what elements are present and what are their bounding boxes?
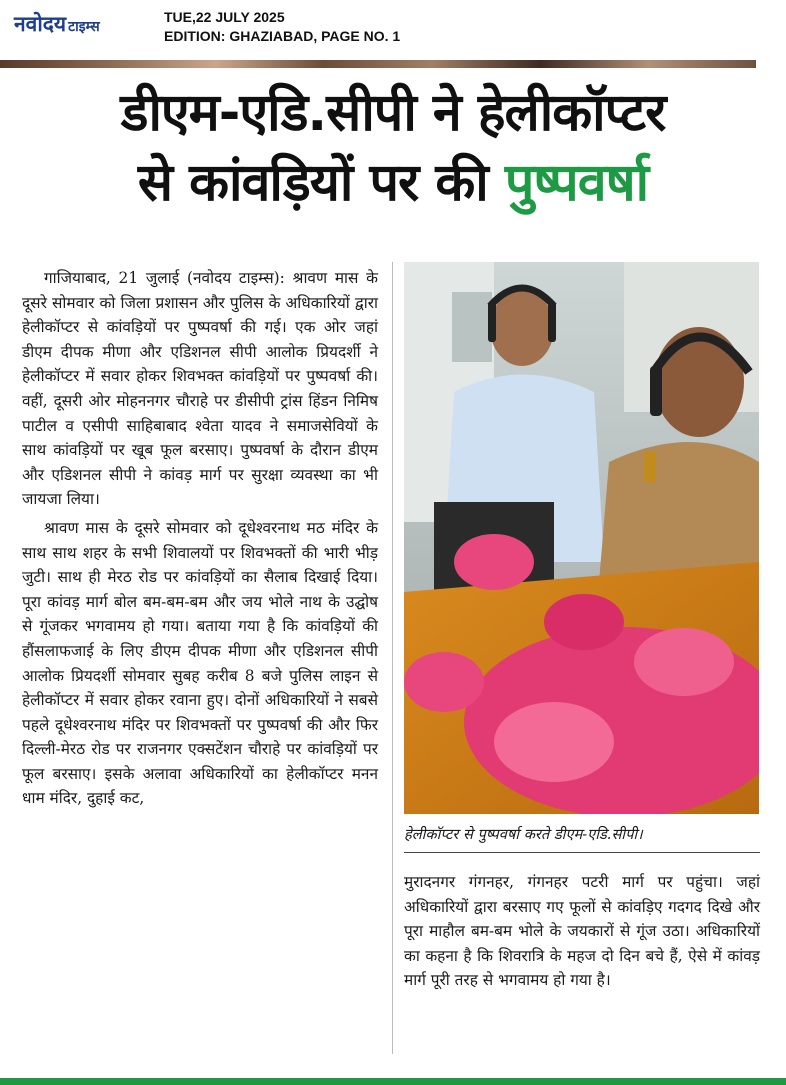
logo-main-text: नवोदय [14, 12, 67, 36]
headline-line-1: डीएम-एडि.सीपी ने हेलीकॉप्टर [120, 83, 666, 143]
edition-page: EDITION: GHAZIABAD, PAGE NO. 1 [164, 28, 401, 44]
issue-date: TUE,22 JULY 2025 [164, 9, 285, 25]
headline [0, 78, 786, 218]
news-photo [404, 262, 759, 814]
edition-info [164, 8, 400, 46]
article-paragraph-3: मुरादनगर गंगनहर, गंगनहर पटरी मार्ग पर पहुंचा। जहां अधिकारियों द्वारा बरसाए गए फूलों से कांवड़िए गदगद दिखे और पूरा माहौल बम-बम भोले के जयकारों से गूंज उठा। अधिकारियों का कहना है कि शिवरात्रि के महज दो दिन बचे हैं, ऐसे में कांवड़ मार्ग पूरी तरह से भगवामय हो गया है। [404, 873, 760, 990]
masthead [0, 0, 786, 62]
headline-line-2 [0, 148, 786, 218]
newspaper-logo [14, 10, 100, 38]
article-paragraph-1: गाजियाबाद, 21 जुलाई (नवोदय टाइम्स): श्रावण मास के दूसरे सोमवार को जिला प्रशासन और पुलिस के अधिकारियों द्वारा हेलीकॉप्टर से कांवड़ियों पर पुष्पवर्षा की गई। एक ओर जहां डीएम दीपक मीणा और एडिशनल सीपी आलोक प्रियदर्शी ने हेलीकॉप्टर में सवार होकर शिवभक्त कांवड़ियों पर पुष्पवर्षा की। वहीं, दूसरी ओर मोहननगर चौराहे पर डीसीपी ट्रांस हिंडन निमिष पाटील व एसीपी साहिबाबाद श्वेता यादव ने समाजसेवियों के साथ कांवड़ियों पर खूब फूल बरसाए। पुष्पवर्षा के दौरान डीएम और एडिशनल सीपी ने कांवड़ मार्ग पर सुरक्षा व्यवस्था का भी जायजा लिया। [22, 269, 378, 509]
top-photo-strip [0, 60, 756, 68]
article-left-column [22, 266, 378, 811]
logo-sub-text: टाइम्स [68, 19, 100, 35]
bottom-band [0, 1078, 786, 1085]
caption-rule [404, 852, 760, 853]
article-paragraph-2: श्रावण मास के दूसरे सोमवार को दूधेश्वरनाथ मठ मंदिर के साथ साथ शहर के सभी शिवालयों पर शिवभक्तों की भारी भीड़ जुटी। साथ ही मेरठ रोड पर कांवड़ियों का सैलाब दिखाई दिया। पूरा कांवड़ मार्ग बोल बम-बम-बम और जय भोले नाथ के उद्घोष से गूंजकर भगवामय हो गया। बताया गया है कि कांवड़ियों की हौंसलाफजाई के लिए डीएम दीपक मीणा और एडिशनल सीपी आलोक प्रियदर्शी सोमवार सुबह करीब 8 बजे पुलिस लाइन से हेलीकॉप्टर में सवार होकर रवाना हुए। दोनों अधिकारियों ने सबसे पहले दूधेश्वरनाथ मंदिर पर शिवभक्तों पर पुष्पवर्षा की और फिर दिल्ली-मेरठ रोड पर राजनगर एक्सटेंशन चौराहे पर कांवड़ियों पर फूल बरसाए। इसके अलावा अधिकारियों का हेलीकॉप्टर मनन धाम मंदिर, दुहाई कट, [22, 518, 378, 808]
helicopter-photo-illustration [404, 262, 759, 814]
article-right-column [404, 870, 760, 993]
column-divider [392, 262, 393, 1054]
headline-line-2-prefix: से कांवड़ियों पर की [137, 153, 505, 213]
photo-caption: हेलीकॉप्टर से पुष्पवर्षा करते डीएम-एडि.सीपी। [404, 826, 643, 843]
headline-highlight: पुष्पवर्षा [504, 153, 649, 213]
